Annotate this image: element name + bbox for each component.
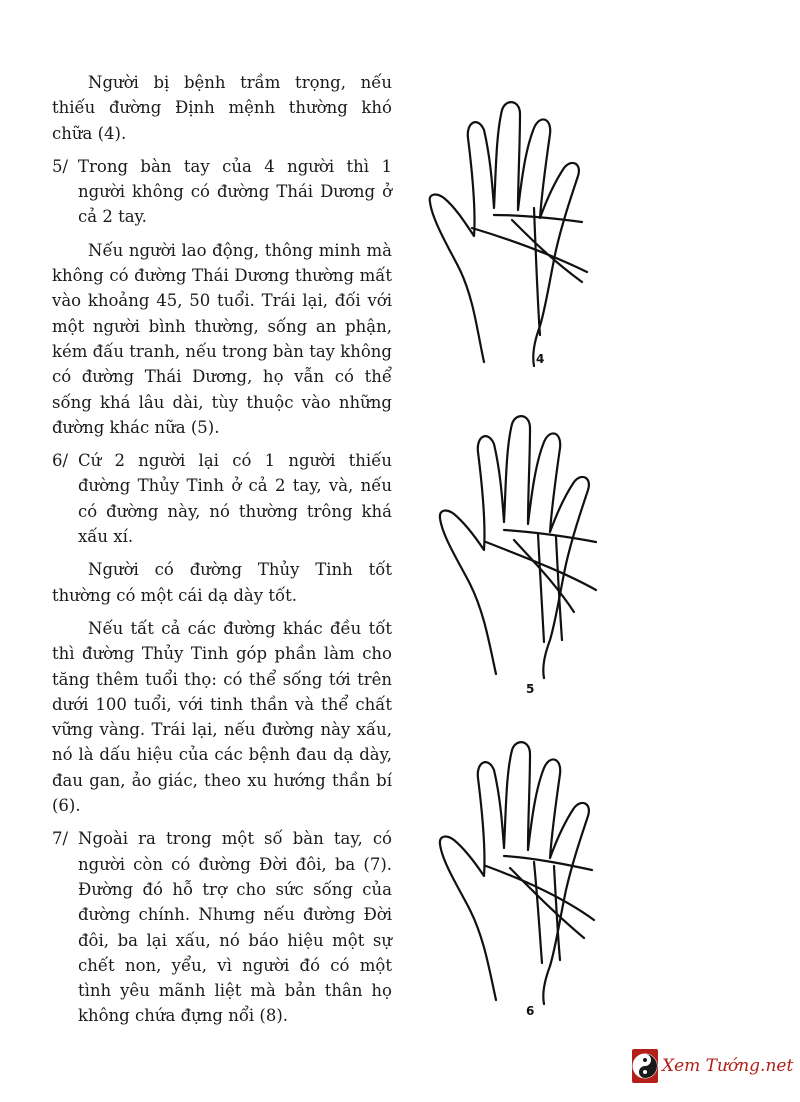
- item-text: Ngoài ra trong một số bàn tay, có người còn có đường Đời đôi, ba (7). Đường đó hỗ trợ cho sức sống của đường chính. Nhưng nếu đường Đời đôi, ba lại xấu, nó báo hiệu một sự chết non, yểu, vì người đó có một tình yêu mãnh liệt mà bản thân họ không chứa đựng nổi (8).: [78, 829, 392, 1026]
- extra-line: [514, 540, 574, 612]
- palm-diagram-5: [434, 412, 634, 682]
- site-watermark: [632, 1048, 792, 1084]
- heart-line: [504, 856, 592, 870]
- sun-line: [534, 862, 542, 963]
- text-column: [52, 70, 392, 1037]
- watermark-text: Xem Tướng.net: [662, 1056, 794, 1076]
- palm-diagram-6: [434, 738, 634, 1008]
- hand-outline: [440, 416, 589, 678]
- paragraph-sun-line: Nếu người lao động, thông minh mà không có đường Thái Dương thường mất vào khoảng 45, 50 tuổi. Trái lại, đối với một người bình thường, sống an phận, kém đấu tranh, nếu trong bàn tay không có đường Thái Dương, họ vẫn có thể sống khá lâu dài, tùy thuộc vào những đường khác nữa (5).: [52, 240, 392, 437]
- paragraph-severe-illness: Người bị bệnh trầm trọng, nếu thiếu đường Định mệnh thường khó chữa (4).: [52, 73, 392, 143]
- item-number: 7/: [52, 829, 69, 849]
- heart-line: [494, 215, 582, 222]
- item-text: Cứ 2 người lại có 1 người thiếu đường Thủy Tinh ở cả 2 tay, và, nếu có đường này, nó thường trông khá xấu xí.: [78, 451, 392, 547]
- fate-line: [534, 208, 540, 335]
- palm-diagram-4: [422, 100, 622, 370]
- item-number: 5/: [52, 156, 69, 176]
- extra-line: [512, 220, 582, 282]
- list-item-7: [52, 826, 392, 1028]
- list-item-6: [52, 448, 392, 549]
- figure-number-6: 6: [526, 1004, 535, 1018]
- paragraph-mercury-longevity: Nếu tất cả các đường khác đều tốt thì đường Thủy Tinh góp phần làm cho tăng thêm tuổi thọ: có thể sống tới trên dưới 100 tuổi, với tinh thần và thể chất vững vàng. Trái lại, nếu đường này xấu, nó là dấu hiệu của các bệnh đau dạ dày, đau gan, ảo giác, theo xu hướng thần bí (6).: [52, 618, 392, 816]
- paragraph-mercury-stomach: Người có đường Thủy Tinh tốt thường có một cái dạ dày tốt.: [52, 560, 392, 605]
- yin-yang-icon: [632, 1049, 658, 1083]
- mercury-line: [510, 868, 584, 938]
- hand-outline: [430, 102, 579, 366]
- head-line: [486, 866, 594, 920]
- figure-number-4: 4: [536, 352, 545, 366]
- sun-line: [538, 534, 544, 642]
- item-text: Trong bàn tay của 4 người thì 1 người không có đường Thái Dương ở cả 2 tay.: [78, 156, 392, 227]
- head-line: [472, 228, 587, 272]
- list-item-5: [52, 154, 392, 230]
- figure-number-5: 5: [526, 682, 535, 696]
- item-number: 6/: [52, 451, 69, 471]
